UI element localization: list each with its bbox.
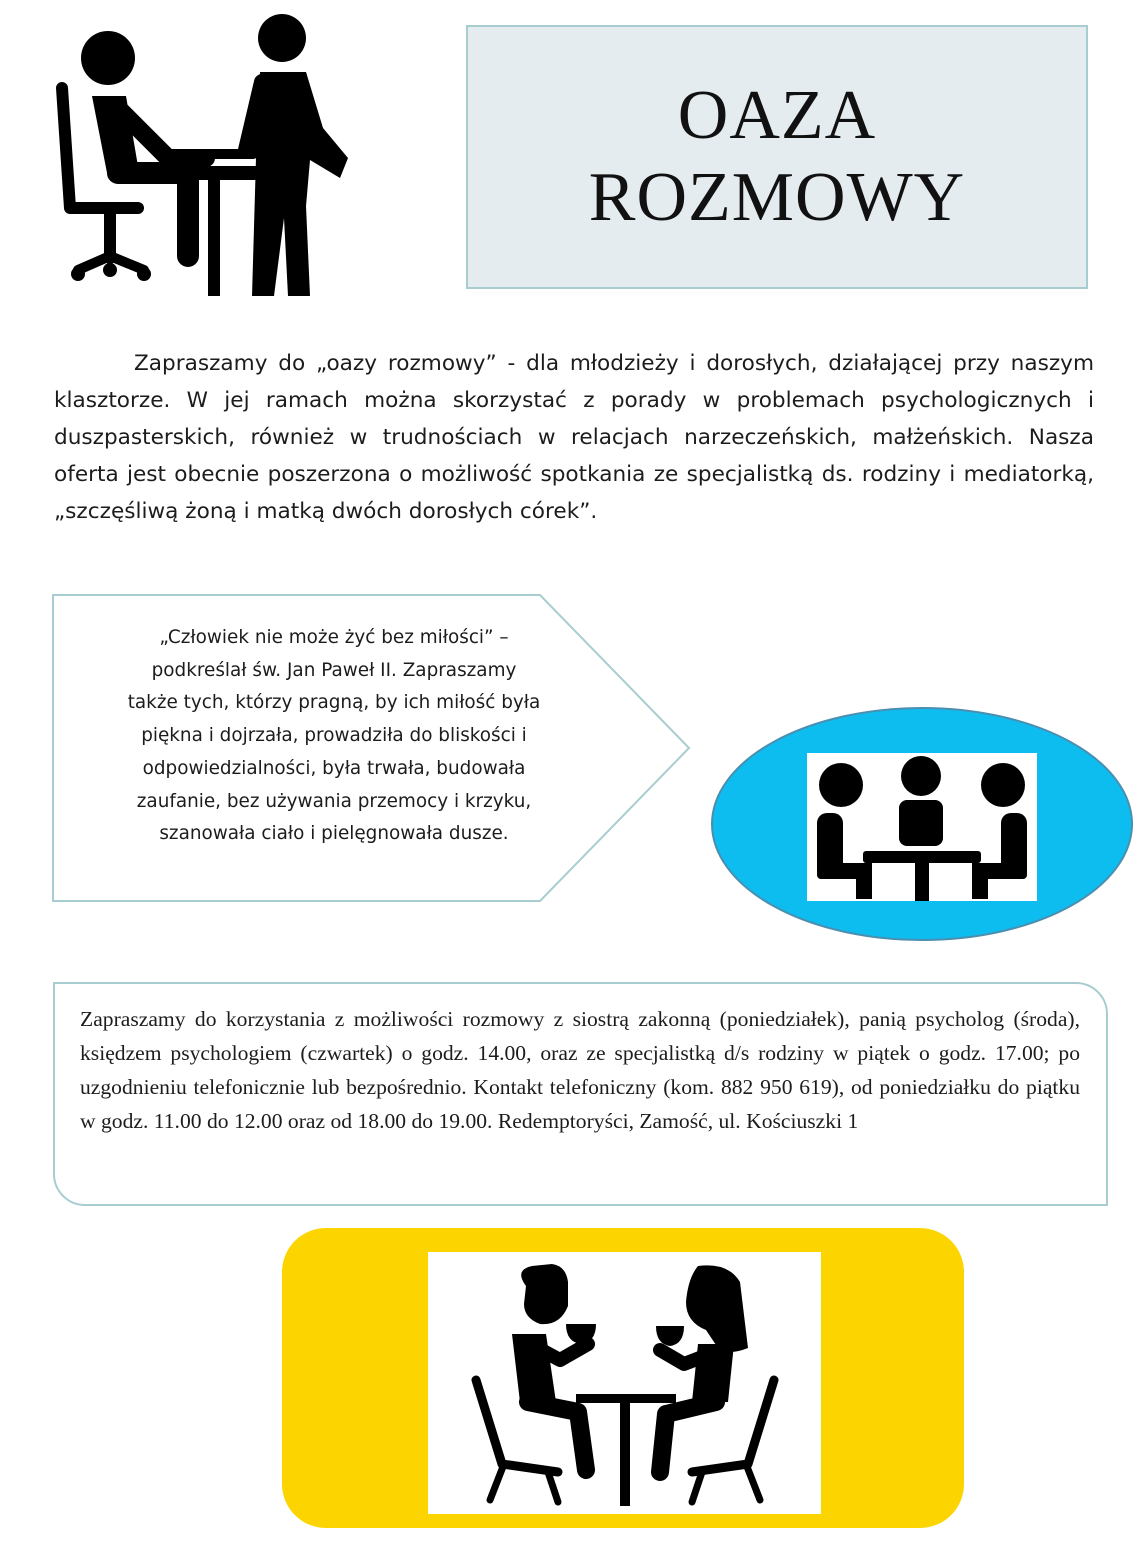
quote-line: „Człowiek nie może żyć bez miłości” –	[159, 627, 509, 648]
title-box	[466, 25, 1088, 289]
quote-line: podkreślał św. Jan Paweł II. Zapraszamy	[151, 659, 517, 681]
quote-line: także tych, którzy pragną, by ich miłość była	[127, 692, 541, 714]
title-line-1: OAZA	[677, 77, 877, 154]
quote-line: odpowiedzialności, była trwała, budowała	[142, 757, 526, 779]
info-text: Zapraszamy do korzystania z możliwości rozmowy z siostrą zakonną (poniedziałek), panią psycholog (środa), księdzem psychologiem (czwartek) o godz. 14.00, oraz ze specjalistką d/s rodziny w piątek o godz. 17.00; po uzgodnieniu telefonicznie lub bezpośrednio. Kontakt telefoniczny (kom. 882 950 619), od poniedziałku do piątku w godz. 11.00 do 12.00 oraz od 18.00 do 19.00. Redemptoryści, Zamość, ul. Kościuszki 1	[80, 1007, 1080, 1133]
quote-line: piękna i dojrzała, prowadziła do bliskości i	[141, 725, 527, 747]
blue-ellipse	[710, 705, 1134, 943]
quote-line: szanowała ciało i pielęgnowała dusze.	[159, 823, 509, 845]
two-people-coffee-icon	[428, 1252, 821, 1514]
two-people-desk-icon	[48, 8, 393, 300]
intro-paragraph: Zapraszamy do „oazy rozmowy” - dla młodzieży i dorosłych, działającej przy naszym klasztorze. W jej ramach można skorzystać z porady w problemach psychologicznych i duszpasterskich, również w trudnościach w relacjach narzeczeńskich, małżeńskich. Nasza oferta jest obecnie poszerzona o możliwość spotkania ze specjalistką ds. rodziny i mediatorką, „szczęśliwą żoną i matką dwóch dorosłych córek”.	[54, 351, 1094, 524]
quote-text	[74, 622, 594, 851]
quote-line: zaufanie, bez używania przemocy i krzyku,	[136, 790, 532, 812]
title-line-2: ROZMOWY	[588, 159, 966, 236]
